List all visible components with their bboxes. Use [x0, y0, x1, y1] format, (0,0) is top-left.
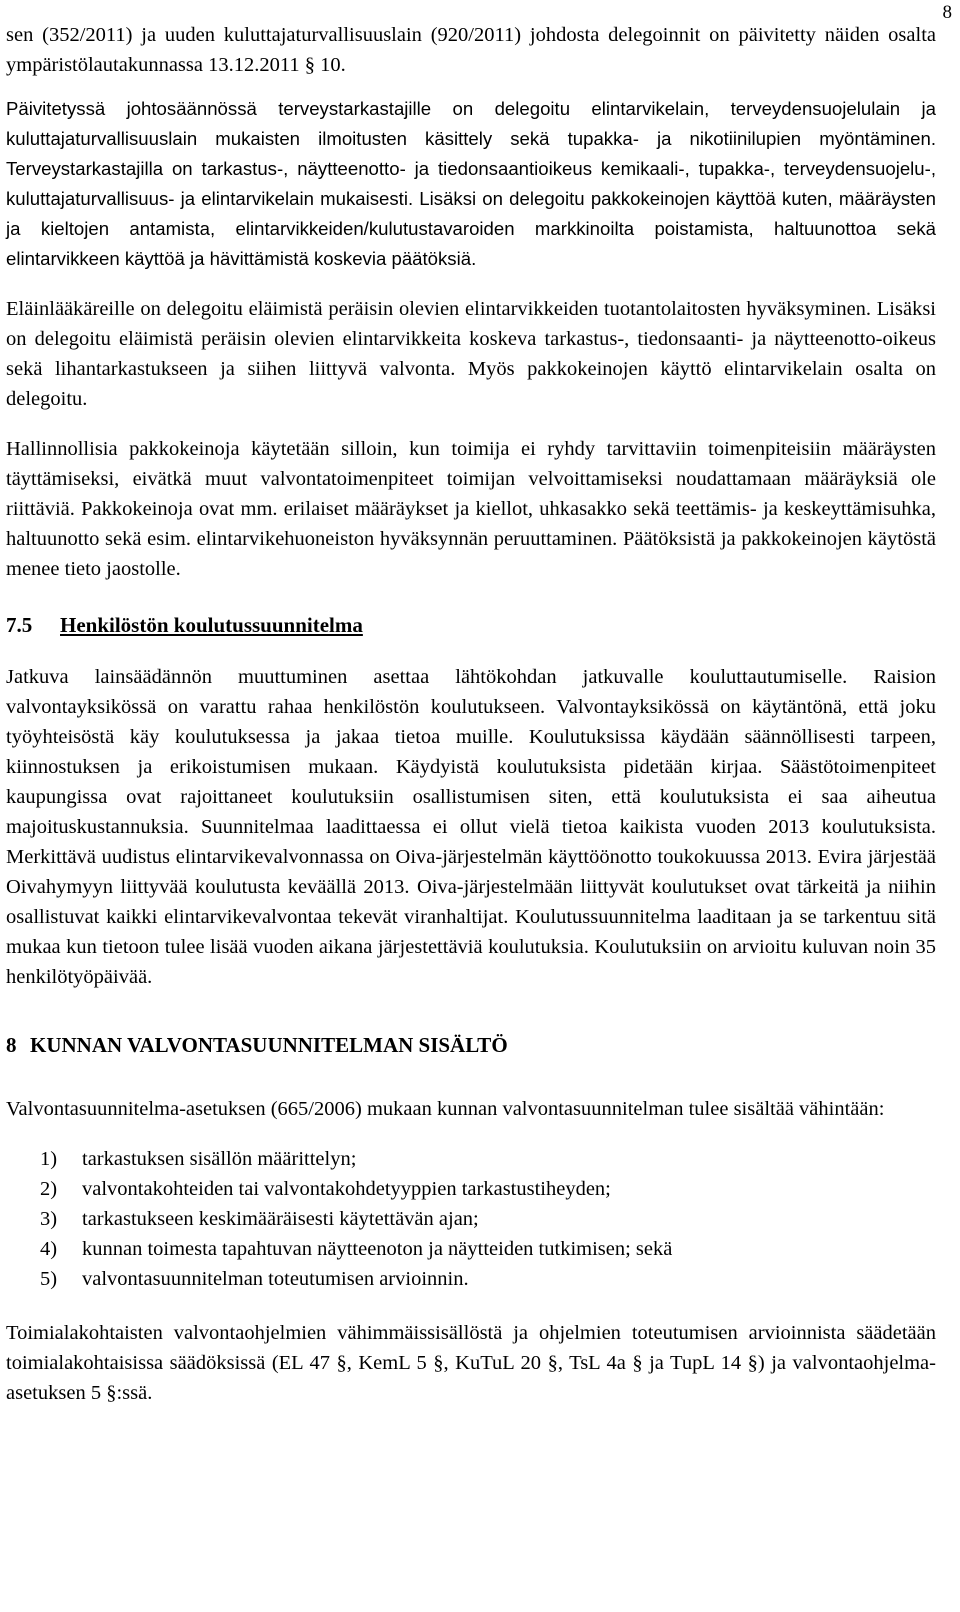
- section-title: KUNNAN VALVONTASUUNNITELMAN SISÄLTÖ: [30, 1033, 508, 1057]
- paragraph-coercive-measures: Hallinnollisia pakkokeinoja käytetään silloin, kun toimija ei ryhdy tarvittaviin toimenpiteisiin määräysten täyttämiseksi, eivätkä muut valvontatoimenpiteet toimijan velvoittamiseksi noudattamaan määräyksiä ole riittäviä. Pakkokeinoja ovat mm. erilaiset määräykset ja kiellot, uhkasakko sekä teettämis- ja keskeyttämisuhka, haltuunotto sekä esim. elintarvikehuoneiston hyväksynnän peruuttaminen. Päätöksistä ja pakkokeinojen käytöstä menee tieto jaostolle.: [6, 438, 936, 580]
- list-item-text: kunnan toimesta tapahtuvan näytteenoton ja näytteiden tutkimisen; sekä: [82, 1238, 673, 1260]
- section-title: Henkilöstön koulutussuunnitelma: [60, 613, 363, 637]
- list-marker: 2): [40, 1178, 58, 1200]
- document-body: [6, 20, 936, 1428]
- section-heading-7-5: [6, 610, 936, 640]
- list-marker: 5): [40, 1268, 58, 1290]
- paragraph-training-plan: Jatkuva lainsäädännön muuttuminen asettaa lähtökohdan jatkuvalle kouluttautumiselle. Raision valvontayksikössä on varattu rahaa henkilöstön koulutukseen. Valvontayksikössä on käytäntönä, että joku työyhteisöstä käy koulutuksessa ja jakaa tietoa muille. Koulutuksissa käydään säännöllisesti tarpeen, kiinnostuksen ja erikoistumisen mukaan. Käydyistä koulutuksista pidetään kirjaa. Säästötoimenpiteet kaupungissa ovat rajoittaneet koulutuksiin osallistumisen siten, että koulutuksista ei saa aiheutua majoituskustannuksia. Suunnitelmaa laadittaessa ei ollut vielä tietoa kaikista vuoden 2013 koulutuksista. Merkittävä uudistus elintarvikevalvonnassa on Oiva-järjestelmän käyttöönotto toukokuussa 2013. Evira järjestää Oivahymyyn liittyvää koulutusta keväällä 2013. Oiva-järjestelmään liittyvät koulutukset ovat tärkeitä ja niihin osallistuvat kaikki elintarvikevalvontaa tekevät viranhaltijat. Koulutussuunnitelma laaditaan ja se tarkentuu sitä mukaa kun tietoon tulee lisää vuoden aikana järjestettäviä koulutuksia. Koulutuksiin on arvioitu kuluvan noin 35 henkilötyöpäivää.: [6, 666, 936, 988]
- paragraph-plan-contents-intro: Valvontasuunnitelma-asetuksen (665/2006) mukaan kunnan valvontasuunnitelman tulee sisältää vähintään:: [6, 1098, 885, 1120]
- paragraph-delegation-update: sen (352/2011) ja uuden kuluttajaturvallisuuslain (920/2011) johdosta delegoinnit on päivitetty näiden osalta ympäristölautakunnassa 13.12.2011 § 10.: [6, 24, 936, 76]
- list-item: [40, 1264, 936, 1294]
- list-item: [40, 1144, 936, 1174]
- section-number: 8: [6, 1033, 17, 1057]
- paragraph-health-inspectors: Päivitetyssä johtosäännössä terveystarkastajille on delegoitu elintarvikelain, terveydensuojelulain ja kuluttajaturvallisuuslain mukaisten ilmoitusten käsittely sekä tupakka- ja nikotiinilupien myöntäminen. Terveystarkastajilla on tarkastus-, näytteenotto- ja tiedonsaantioikeus kemikaali-, tupakka-, terveydensuojelu-, kuluttajaturvallisuus- ja elintarvikelain mukaisesti. Lisäksi on delegoitu pakkokeinojen käyttöä kuten, määräysten ja kieltojen antamista, elintarvikkeiden/kulutustavaroiden markkinoilta poistamista, haltuunottoa sekä elintarvikkeen käyttöä ja hävittämistä koskevia päätöksiä.: [6, 98, 936, 269]
- list-item-text: tarkastuksen sisällön määrittelyn;: [82, 1148, 357, 1170]
- list-item-text: valvontasuunnitelman toteutumisen arvioinnin.: [82, 1268, 469, 1290]
- list-marker: 3): [40, 1208, 58, 1230]
- list-item: [40, 1174, 936, 1204]
- list-marker: 4): [40, 1238, 58, 1260]
- page-number: 8: [942, 2, 952, 23]
- list-item-text: valvontakohteiden tai valvontakohdetyyppien tarkastustiheyden;: [82, 1178, 611, 1200]
- section-heading-8: [6, 1030, 936, 1060]
- section-number: 7.5: [6, 613, 33, 637]
- list-item: [40, 1234, 936, 1264]
- list-marker: 1): [40, 1148, 58, 1170]
- paragraph-sector-programs: Toimialakohtaisten valvontaohjelmien vähimmäissisällöstä ja ohjelmien toteutumisen arvioinnista säädetään toimialakohtaisissa säädöksissä (EL 47 §, KemL 5 §, KuTuL 20 §, TsL 4a § ja TupL 14 §) ja valvontaohjelma-asetuksen 5 §:ssä.: [6, 1322, 936, 1404]
- paragraph-veterinarians: Eläinlääkäreille on delegoitu eläimistä peräisin olevien elintarvikkeiden tuotantolaitosten hyväksyminen. Lisäksi on delegoitu eläimistä peräisin olevien elintarvikkeita koskeva tarkastus-, tiedonsaanti- ja näytteenotto-oikeus sekä lihantarkastukseen ja siihen liittyvä valvonta. Myös pakkokeinojen käyttö elintarvikelain osalta on delegoitu.: [6, 298, 936, 410]
- plan-contents-list: [6, 1144, 936, 1294]
- list-item: [40, 1204, 936, 1234]
- list-item-text: tarkastukseen keskimääräisesti käytettävän ajan;: [82, 1208, 479, 1230]
